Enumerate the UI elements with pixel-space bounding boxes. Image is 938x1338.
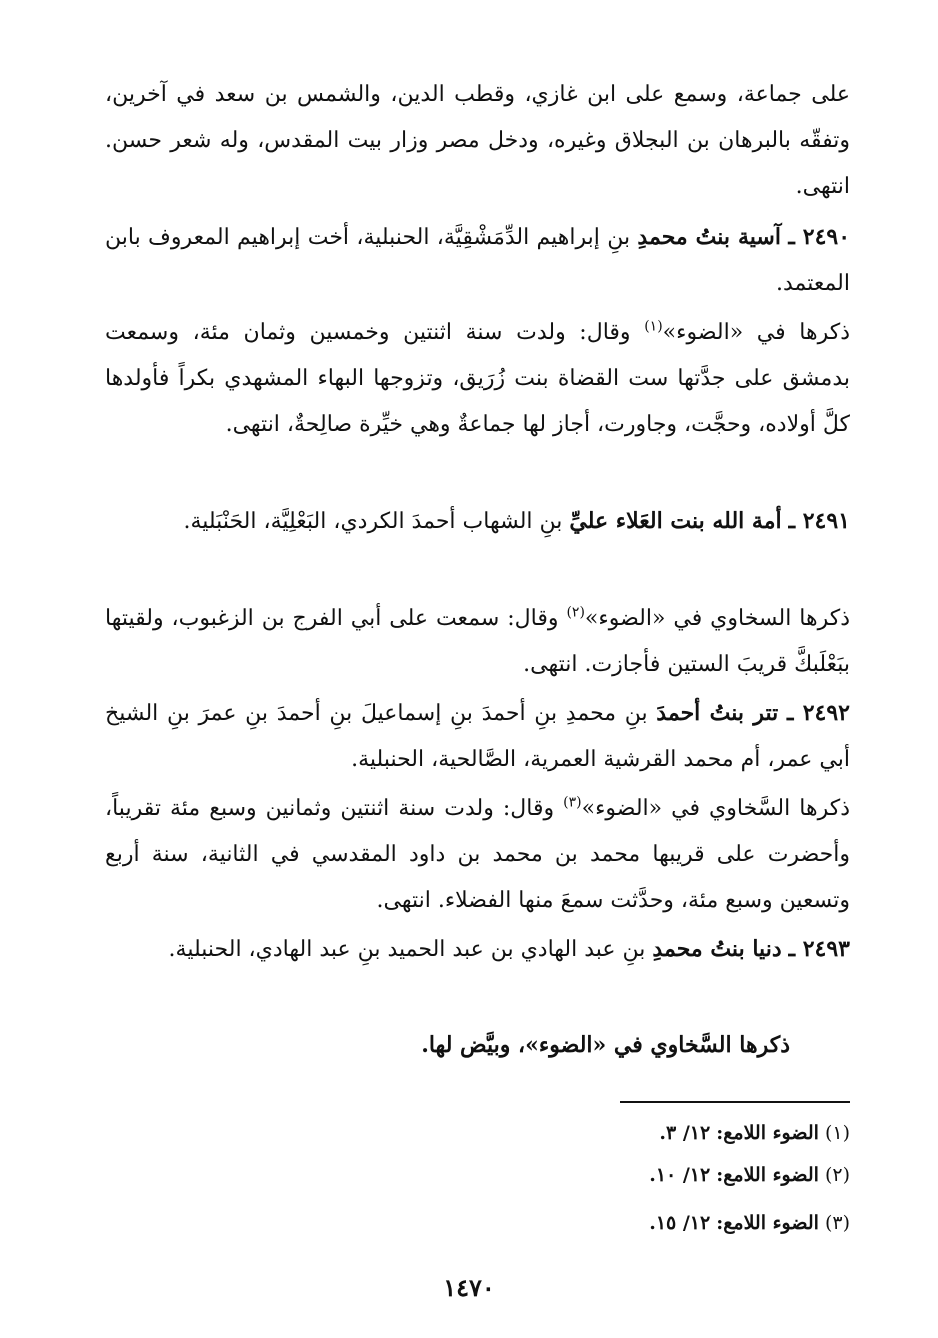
- entry-2490: [105, 214, 850, 307]
- footnote-reference[interactable]: (١): [644, 318, 663, 335]
- commentary-paragraph: [105, 310, 850, 448]
- entry-2491: [105, 498, 850, 545]
- footnote-marker: (٢): [824, 1164, 850, 1186]
- footnote-reference[interactable]: (٢): [566, 604, 585, 621]
- entry-text: بنِ إبراهيم الدِّمَشْقِيَّة، الحنبلية، أخت إبراهيم المعروف بابن المعتمد.: [105, 225, 850, 296]
- footnote-ref: ١٢/ ١٥.: [649, 1212, 711, 1234]
- entry-number: ٢٤٩٠ ـ: [788, 224, 851, 250]
- commentary-text: ذكرها السَّخاوي في «الضوء»: [581, 796, 850, 821]
- footnote-marker: (١): [824, 1122, 850, 1144]
- footnote-ref: ١٢/ ١٠.: [649, 1164, 711, 1186]
- footnote-source: الضوء اللامع:: [716, 1122, 819, 1144]
- footnote-ref: ١٢/ ٣.: [659, 1122, 711, 1144]
- commentary-text: ذكرها في «الضوء»: [662, 320, 850, 345]
- footnote-divider: [620, 1101, 850, 1103]
- entry-number: ٢٤٩١ ـ: [788, 508, 850, 534]
- entry-text: بنِ محمدِ بنِ أحمدَ بنِ إسماعيلَ بنِ أحمدَ بنِ عمرَ بنِ الشيخ أبي عمر، أم محمد القرشية العمرية، الصَّالحية، الحنبلية.: [105, 701, 850, 772]
- footnote-marker: (٣): [824, 1212, 850, 1234]
- commentary-paragraph: [105, 786, 850, 924]
- entry-text: بنِ الشهاب أحمدَ الكردي، البَعْلِيَّة، الحَنْبَلية.: [183, 509, 563, 534]
- footnote-1: [450, 1120, 850, 1146]
- commentary-text: ذكرها السخاوي في «الضوء»: [584, 606, 850, 631]
- entry-name: تتر بنتُ أحمدَ: [656, 700, 779, 726]
- footnote-source: الضوء اللامع:: [716, 1212, 819, 1234]
- commentary-paragraph: [105, 1022, 850, 1068]
- commentary-paragraph: [105, 596, 850, 688]
- commentary-text: وقال: ولدت سنة اثنتين وثمانين وسبع مئة تقريباً، وأحضرت على قريبها محمد بن محمد بن داود المقدسي في الثانية، سنة أربع وتسعين وسبع مئة، وحدَّثت سمعَ منها الفضلاء. انتهى.: [105, 796, 850, 913]
- continuation-paragraph: [105, 72, 850, 210]
- footnote-3: [450, 1210, 850, 1236]
- entry-2492: [105, 690, 850, 783]
- entry-name: أمة الله بنت العَلاء عليِّ: [569, 508, 782, 534]
- footnote-2: [450, 1162, 850, 1188]
- entry-number: ٢٤٩٣ ـ: [788, 936, 850, 962]
- paragraph-text: على جماعة، وسمع على ابن غازي، وقطب الدين، والشمس بن سعد في آخرين، وتفقّه بالبرهان بن البجلاق وغيره، ودخل مصر وزار بيت المقدس، وله شعر حسن. انتهى.: [105, 82, 850, 199]
- entry-name: آسية بنتُ محمدِ: [637, 224, 781, 250]
- commentary-text: وقال: سمعت على أبي الفرج بن الزغبوب، ولقيتها ببَعْلَبكَّ قريبَ الستين فأجازت. انتهى.: [105, 606, 850, 677]
- page-number: ١٤٧٠: [443, 1273, 495, 1302]
- footnote-source: الضوء اللامع:: [716, 1164, 819, 1186]
- commentary-text: ذكرها السَّخاوي في «الضوء»، وبيَّض لها.: [421, 1032, 790, 1058]
- footnote-reference[interactable]: (٣): [563, 794, 582, 811]
- entry-name: دنيا بنتُ محمدِ: [652, 936, 782, 962]
- commentary-text: وقال: ولدت سنة اثنتين وخمسين وثمان مئة، وسمعت بدمشق على جدَّتها ست القضاة بنت زُرَيق، وتزوجها البهاء المشهدي بكراً فأولدها كلَّ أولاده، وحجَّت، وجاورت، أجاز لها جماعةٌ وهي خيِّرة صالِحةٌ، انتهى.: [105, 320, 850, 437]
- entry-number: ٢٤٩٢ ـ: [786, 700, 850, 726]
- entry-2493: [105, 926, 850, 973]
- entry-text: بنِ عبد الهادي بن عبد الحميد بنِ عبد الهادي، الحنبلية.: [168, 937, 646, 962]
